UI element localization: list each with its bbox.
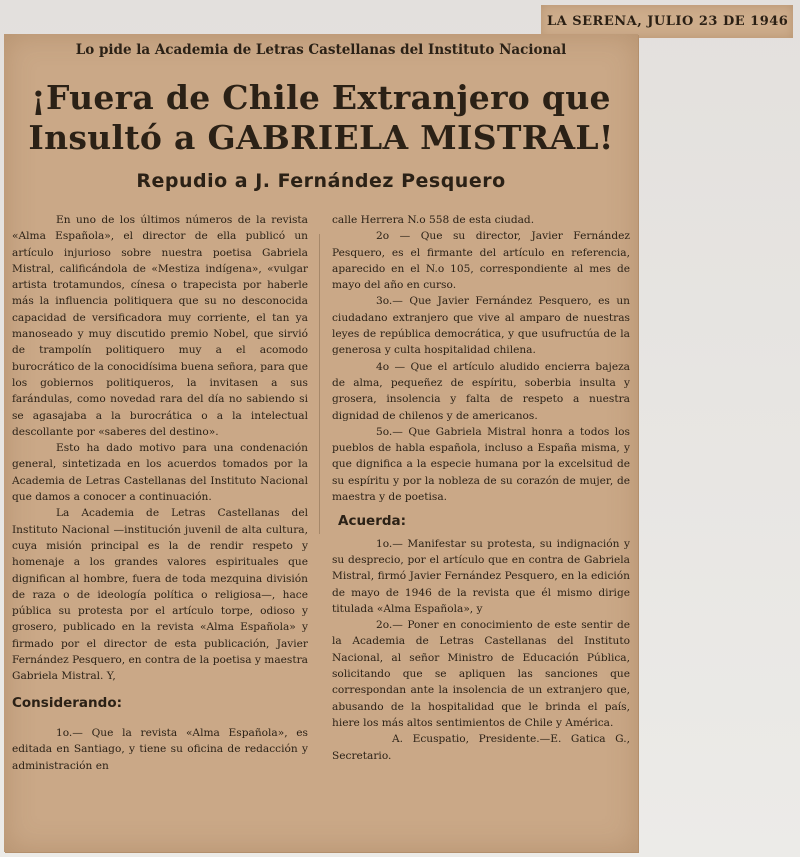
newspaper-clipping (4, 34, 638, 852)
list-item: 1o.— Que la revista «Alma Española», es editada en Santiago, y tiene su oficina de redacción y administración en (12, 726, 308, 772)
kicker-line: Lo pide la Academia de Letras Castellanas del Instituto Nacional (75, 42, 567, 58)
list-item: 3o.— Que Javier Fernández Pesquero, es un ciudadano extranjero que vive al amparo de nuestras leyes de república democrática, y que usufructúa de la generosa y culta hospitalidad chilena. (332, 295, 630, 357)
headline-line-2: Insultó a GABRIELA MISTRAL! (28, 118, 614, 157)
newspaper-dateline: LA SERENA, JULIO 23 DE 1946 (541, 5, 793, 38)
right-column (332, 212, 630, 764)
left-column (12, 212, 308, 774)
section-heading-acuerda: Acuerda: (338, 513, 407, 530)
list-item: 2o — Que su director, Javier Fernández Pesquero, es el firmante del artículo en referencia, aparecido en el N.o 105, correspondiente al mes de mayo del año en curso. (332, 230, 630, 292)
list-item: 1o.— Manifestar su protesta, su indignación y su desprecio, por el artículo que en contra de Gabriela Mistral, firmó Javier Fernández Pesquero, en la edición de mayo de 1946 de la revista que él mismo dirige titulada «Alma Española», y (332, 537, 630, 615)
paragraph: En uno de los últimos números de la revista «Alma Española», el director de ella publicó un artículo injurioso sobre nuestra poetisa Gabriela Mistral, calificándola de «Mestiza indígena», «vulgar artista trotamundos, cínesa o trapecista por haberle más la influencia politiquera que su no desconocida capacidad de versificadora muy corriente, el tan ya manoseado y muy discutido premio Nobel, que sirvió de trampolín politiquero muy a el acomodo burocrático de la conocidísima buena señora, para que los gobiernos politiqueros, la invitasen a sus farándulas, como novedad rara del día no sabiendo si se agasajaba a la burocrática o a la intelectual descollante por «saberes del destino». (12, 214, 308, 438)
paragraph: calle Herrera N.o 558 de esta ciudad. (332, 214, 535, 226)
headline-line-1: ¡Fuera de Chile Extranjero que (31, 78, 611, 117)
list-item: 4o — Que el artículo aludido encierra bajeza de alma, pequeñez de espíritu, soberbia insulta y grosera, insolencia y falta de respeto a nuestra dignidad de chilenos y de americanos. (332, 360, 630, 422)
list-item: 5o.— Que Gabriela Mistral honra a todos los pueblos de habla española, incluso a España misma, y que dignifica a la especie humana por la excelsitud de su espíritu y por la nobleza de su corazón de mujer, de maestra y de poetisa. (332, 425, 630, 504)
subheadline: Repudio a J. Fernández Pesquero (136, 170, 506, 192)
section-heading-considerando: Considerando: (12, 694, 122, 711)
column-divider (319, 234, 320, 534)
list-item: 2o.— Poner en conocimiento de este sentir de la Academia de Letras Castellanas del Instituto Nacional, al señor Ministro de Educación Pública, solicitando que se apliquen las sanciones que correspondan ante la insolencia de un extranjero que, abusando de la hospitalidad que le brinda el país, hiere los más altos sentimientos de Chile y América. (332, 619, 630, 729)
paragraph: Esto ha dado motivo para una condenación general, sintetizada en los acuerdos tomados por la Academia de Letras Castellanas del Instituto Nacional que damos a conocer a continuación. (12, 442, 308, 504)
paragraph: La Academia de Letras Castellanas del Instituto Nacional —institución juvenil de alta cultura, cuya misión principal es la de rendir respeto y homenaje a los grandes valores espirituales que dignifican al hombre, fuera de toda mezquina división de raza o de ideología política o religiosa—, hace pública su protesta por el artículo torpe, odioso y grosero, publicado en la revista «Alma Española» y firmado por el director de esta publicación, Javier Fernández Pesquero, en contra de la poetisa y maestra Gabriela Mistral. Y, (12, 507, 308, 683)
signature: A. Ecuspatio, Presidente.—E. Gatica G., Secretario. (332, 733, 630, 762)
